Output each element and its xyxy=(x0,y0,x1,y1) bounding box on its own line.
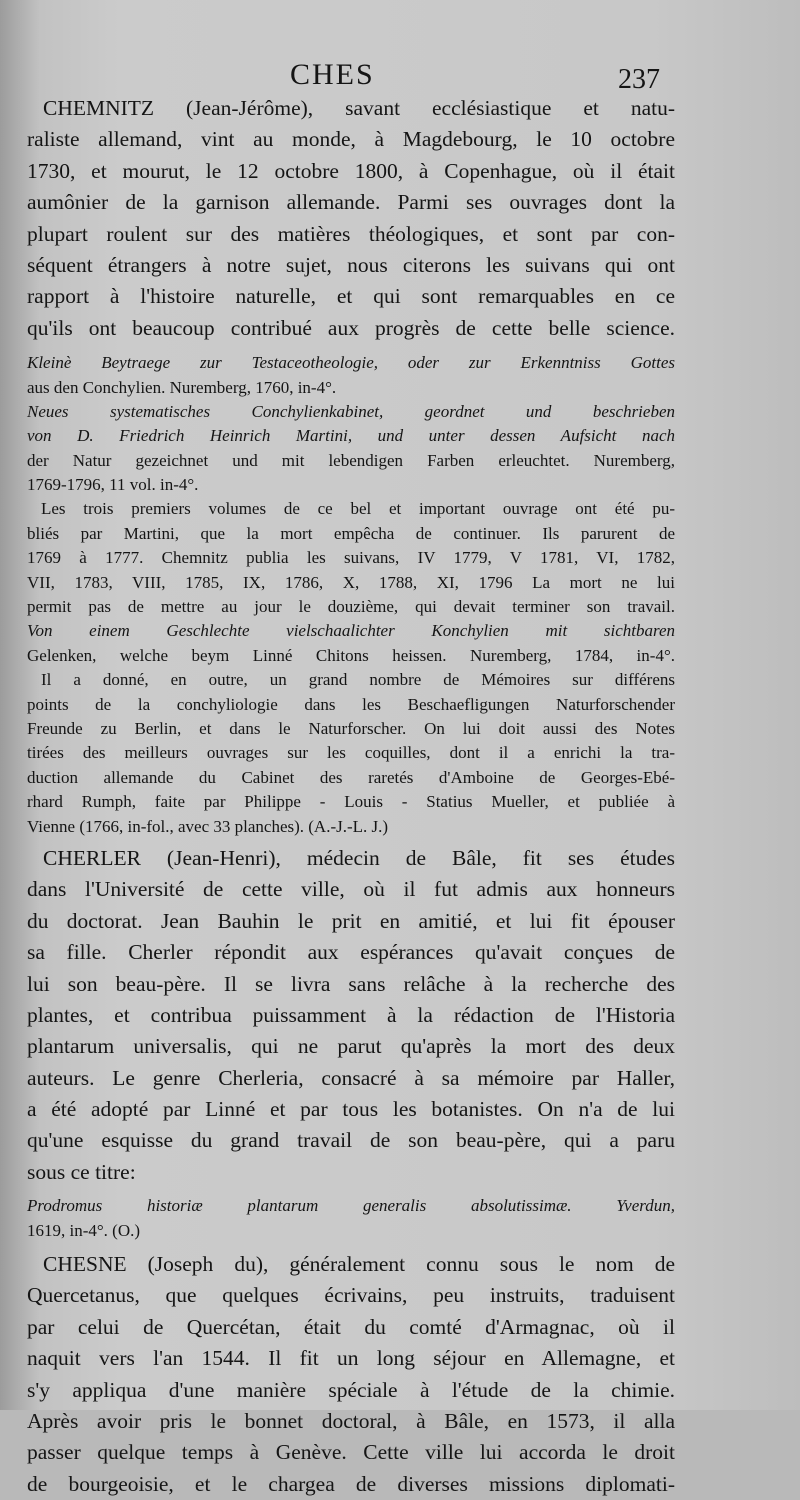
text-line: CHEMNITZ (Jean-Jérôme), savant ecclésiastique et natu- xyxy=(43,96,675,120)
text-line: CHESNE (Joseph du), généralement connu sous le nom de xyxy=(43,1252,675,1277)
text-line: plantes, et contribua puissamment à la rédaction de l'Historia xyxy=(27,1002,675,1027)
reference-line: aus den Conchylien. Nuremberg, 1760, in-4°. xyxy=(27,377,337,397)
note-line: Freunde zu Berlin, et dans le Naturforscher. On lui doit aussi des Notes xyxy=(27,718,675,738)
text-line: sa fille. Cherler répondit aux espérances qu'avait conçues de xyxy=(27,940,675,965)
text-line: plupart roulent sur des matières théologiques, et sont par con- xyxy=(27,221,675,246)
bibliography-entry xyxy=(27,619,675,668)
reference-line: Prodromus historiæ plantarum generalis absolutissimæ. Yverdun, xyxy=(27,1196,675,1216)
text-line: de bourgeoisie, et le chargea de diverses missions diplomati- xyxy=(27,1471,675,1496)
reference-line: Von einem Geschlechte vielschaalichter Konchylien mit sichtbaren xyxy=(27,621,675,641)
text-line: Quercetanus, que quelques écrivains, peu instruits, traduisent xyxy=(27,1283,675,1308)
footnote xyxy=(27,497,675,619)
text-line: auteurs. Le genre Cherleria, consacré à sa mémoire par Haller, xyxy=(27,1065,675,1090)
note-line: Il a donné, en outre, un grand nombre de Mémoires sur différens xyxy=(41,670,675,690)
running-head: CHES xyxy=(290,58,375,91)
text-line: raliste allemand, vint au monde, à Magdebourg, le 10 octobre xyxy=(27,127,675,152)
text-line: lui son beau-père. Il se livra sans relâche à la recherche des xyxy=(27,971,675,996)
page-header xyxy=(0,58,800,98)
reference-line: Gelenken, welche beym Linné Chitons heissen. Nuremberg, 1784, in-4°. xyxy=(27,645,675,665)
text-line: 1730, et mourut, le 12 octobre 1800, à Copenhague, où il était xyxy=(27,158,675,183)
page-body xyxy=(27,93,675,1500)
footnote xyxy=(27,668,675,839)
note-line: duction allemande du Cabinet des raretés d'Amboine de Georges-Ebé- xyxy=(27,767,675,787)
text-line: s'y appliqua d'une manière spéciale à l'étude de la chimie. xyxy=(27,1377,675,1402)
note-line: rhard Rumph, faite par Philippe - Louis - Statius Mueller, et publiée à xyxy=(27,792,675,812)
note-line: points de la conchyliologie dans les Beschaefligungen Naturforschender xyxy=(27,694,675,714)
text-line: séquent étrangers à notre sujet, nous citerons les suivans qui ont xyxy=(27,252,675,277)
text-line: CHERLER (Jean-Henri), médecin de Bâle, fit ses études xyxy=(43,845,675,870)
text-line: qu'ils ont beaucoup contribué aux progrès de cette belle science. xyxy=(27,315,675,340)
note-line: tirées des meilleurs ouvrages sur les coquilles, dont il a enrichi la tra- xyxy=(27,743,675,763)
text-line: du doctorat. Jean Bauhin le prit en amitié, et lui fit épouser xyxy=(27,908,675,933)
text-line: aumônier de la garnison allemande. Parmi ses ouvrages dont la xyxy=(27,190,675,215)
page-number: 237 xyxy=(618,64,660,95)
note-line: Les trois premiers volumes de ce bel et important ouvrage ont été pu- xyxy=(41,499,675,519)
text-line: a été adopté par Linné et par tous les botanistes. On n'a de lui xyxy=(27,1097,675,1122)
text-line: Après avoir pris le bonnet doctoral, à Bâle, en 1573, il alla xyxy=(27,1408,675,1433)
reference-line: 1769-1796, 11 vol. in-4°. xyxy=(27,475,199,495)
note-line: bliés par Martini, que la mort empêcha de continuer. Ils parurent de xyxy=(27,523,675,543)
text-line: passer quelque temps à Genève. Cette ville lui accorda le droit xyxy=(27,1440,675,1465)
article-cherler xyxy=(27,843,675,1243)
text-line: qu'une esquisse du grand travail de son beau-père, qui a paru xyxy=(27,1128,675,1153)
note-line: Vienne (1766, in-fol., avec 33 planches). (A.-J.-L. J.) xyxy=(27,816,389,836)
bibliography-entry xyxy=(27,351,675,400)
note-line: 1769 à 1777. Chemnitz publia les suivans, IV 1779, V 1781, VI, 1782, xyxy=(27,548,675,568)
reference-line: von D. Friedrich Heinrich Martini, und unter dessen Aufsicht nach xyxy=(27,426,675,446)
text-line: par celui de Quercétan, était du comté d'Armagnac, où il xyxy=(27,1314,675,1339)
text-line: dans l'Université de cette ville, où il fut admis aux honneurs xyxy=(27,877,675,902)
note-line: permit pas de mettre au jour le douzième, qui devait terminer son travail. xyxy=(27,597,675,617)
bibliography-entry xyxy=(27,1194,675,1243)
text-line: rapport à l'histoire naturelle, et qui sont remarquables en ce xyxy=(27,284,675,309)
bibliography-entry xyxy=(27,400,675,498)
reference-line: 1619, in-4°. (O.) xyxy=(27,1220,141,1240)
article-chemnitz xyxy=(27,93,675,839)
reference-line: Kleinè Beytraege zur Testaceotheologie, oder zur Erkenntniss Gottes xyxy=(27,353,675,373)
text-line: plantarum universalis, qui ne parut qu'après la mort des deux xyxy=(27,1034,675,1059)
note-line: VII, 1783, VIII, 1785, IX, 1786, X, 1788, XI, 1796 La mort ne lui xyxy=(27,572,675,592)
article-chesne xyxy=(27,1249,675,1500)
text-line: naquit vers l'an 1544. Il fit un long séjour en Allemagne, et xyxy=(27,1346,675,1371)
reference-line: der Natur gezeichnet und mit lebendigen Farben erleuchtet. Nuremberg, xyxy=(27,450,675,470)
text-line: sous ce titre: xyxy=(27,1159,136,1184)
reference-line: Neues systematisches Conchylienkabinet, geordnet und beschrieben xyxy=(27,401,675,421)
